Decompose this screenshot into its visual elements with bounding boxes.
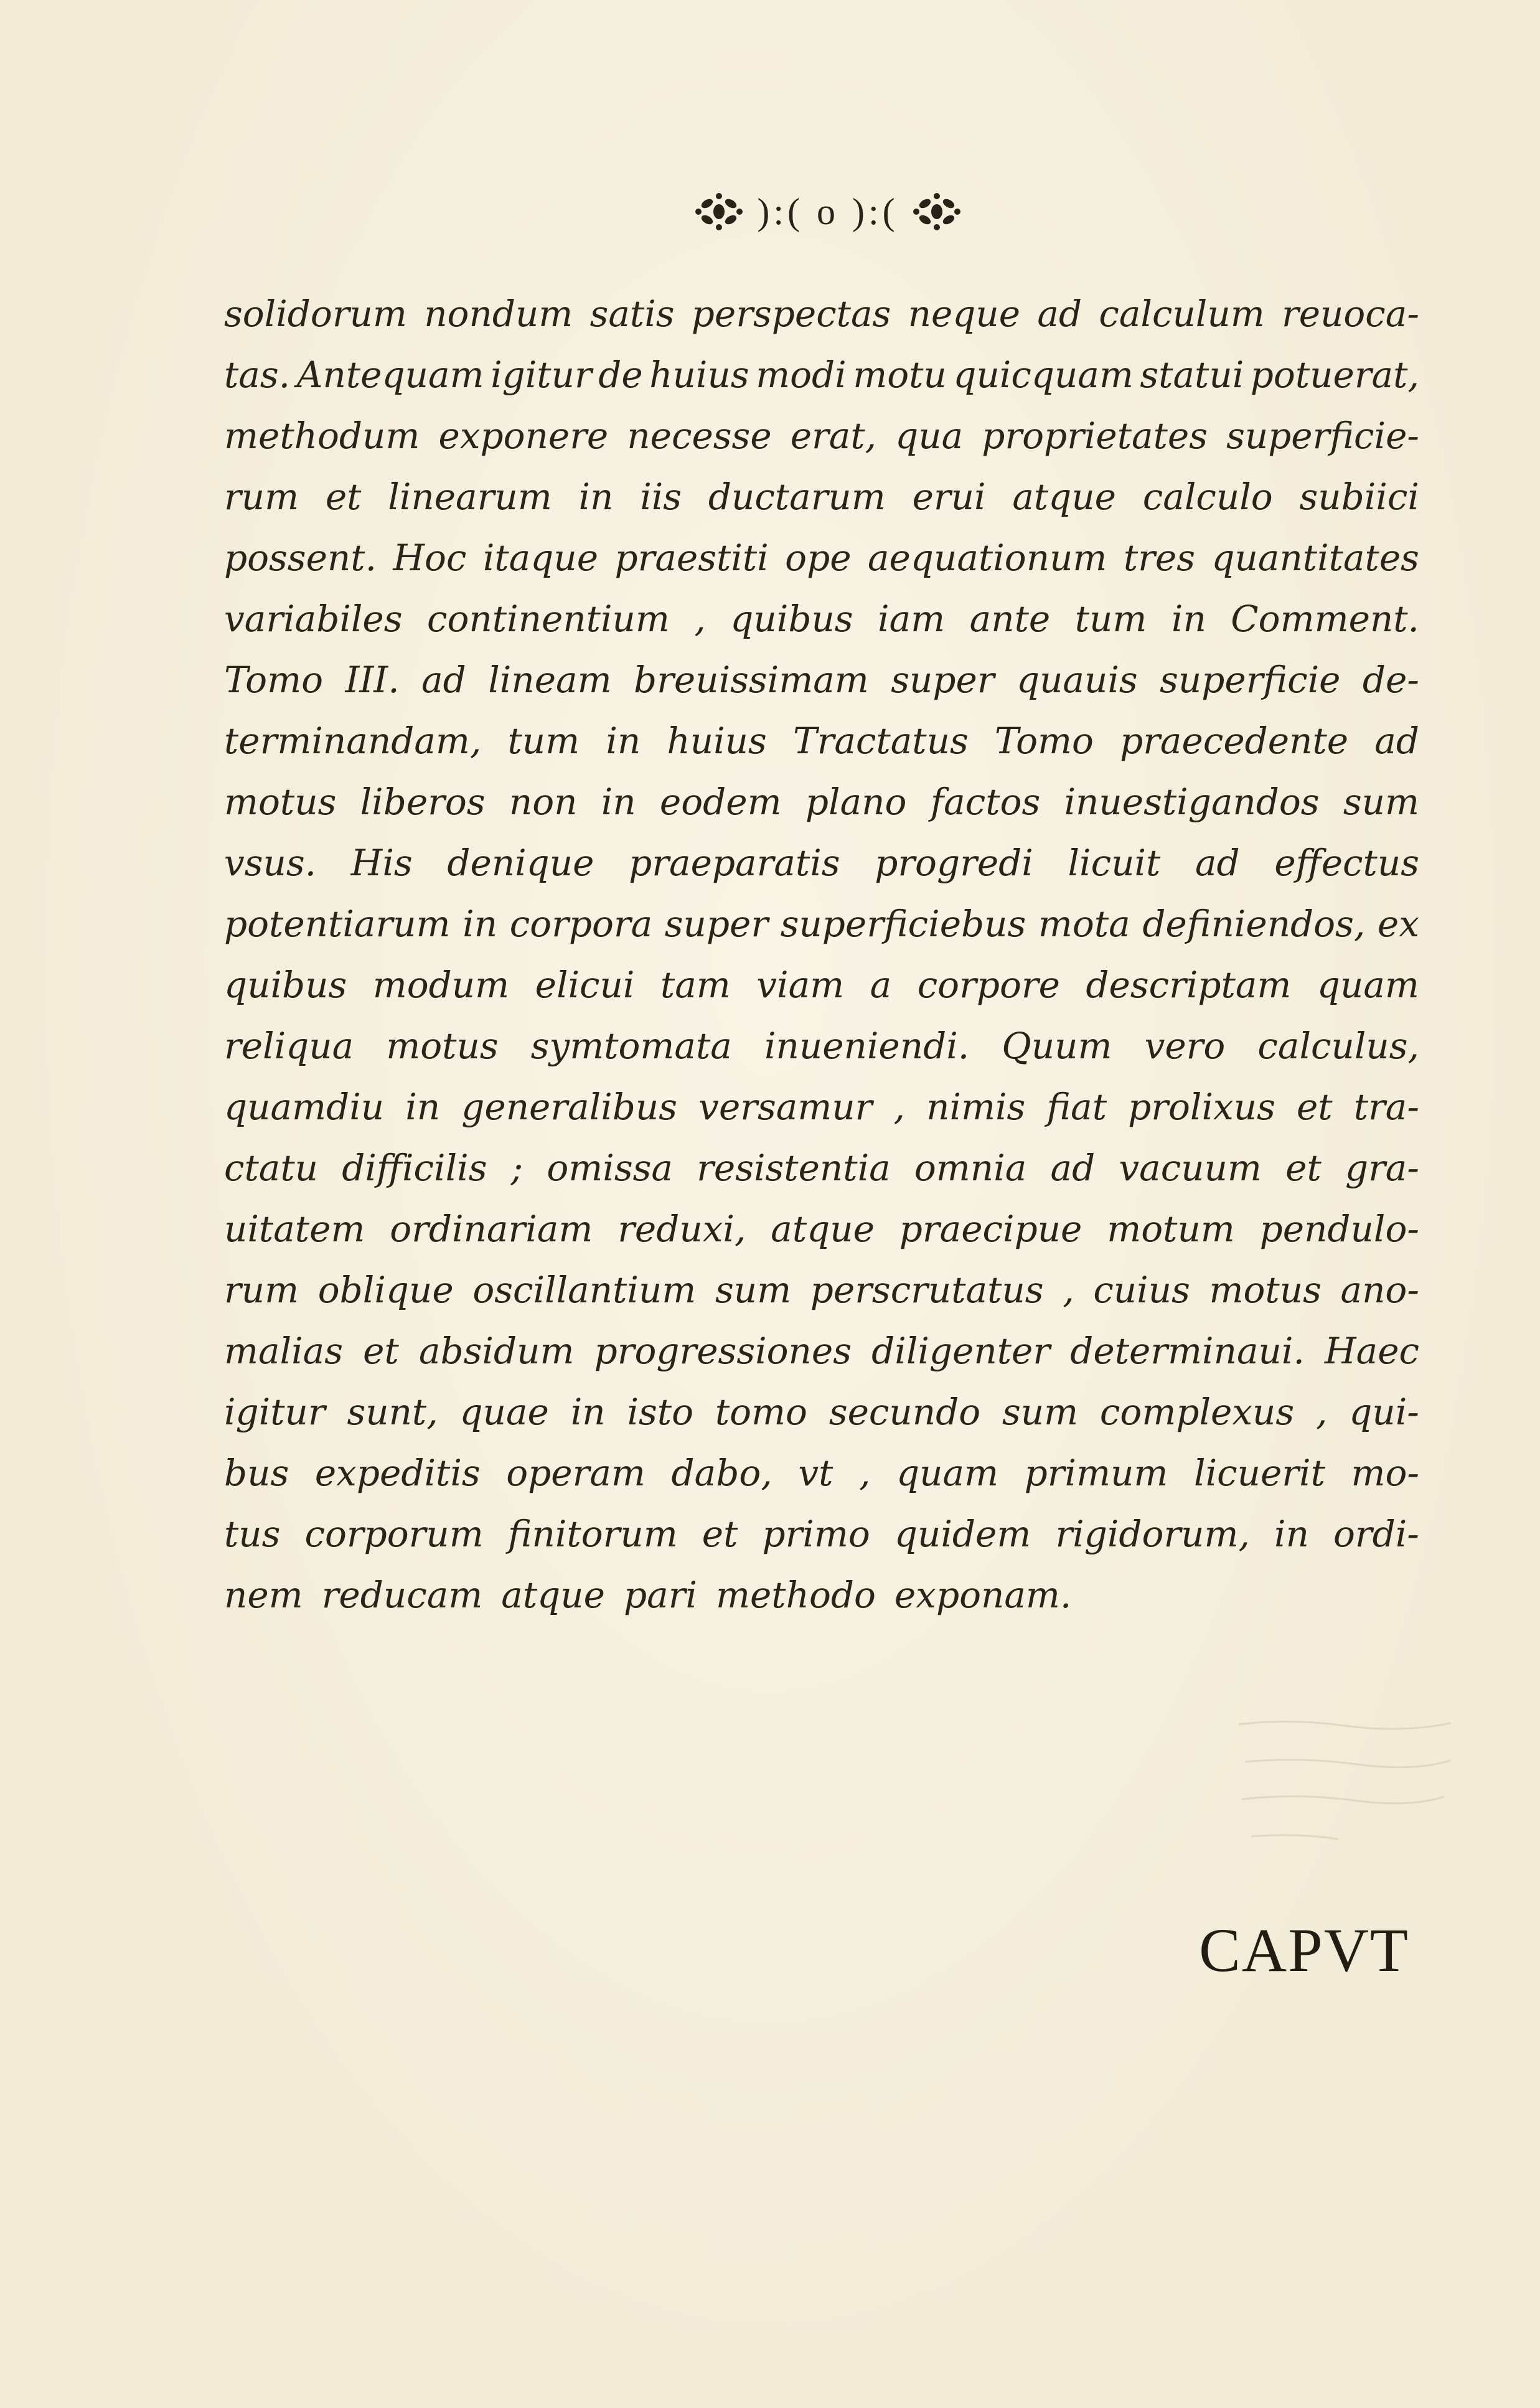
word: , [893, 1086, 905, 1128]
word: huius [667, 720, 767, 762]
word: lineam [488, 659, 612, 701]
word: de- [1362, 659, 1419, 701]
word: factos [930, 781, 1041, 823]
text-line [224, 1381, 1419, 1442]
word: superficie- [1226, 415, 1419, 457]
word: in [578, 476, 614, 518]
word: symtomata [530, 1025, 732, 1067]
text-line [224, 1259, 1419, 1320]
word: ductarum [708, 476, 886, 518]
text-line [224, 1320, 1419, 1381]
word: primum [1024, 1452, 1168, 1494]
word: variabiles [224, 598, 403, 640]
word: methodo [715, 1574, 876, 1616]
word: cuius [1093, 1269, 1190, 1311]
word: necesse [627, 415, 772, 457]
word: corporum [304, 1513, 484, 1555]
word: praecipue [899, 1208, 1082, 1250]
word: licuit [1068, 842, 1161, 884]
word: Comment. [1231, 598, 1419, 640]
word: tomo [715, 1391, 807, 1433]
word: quamdiu [224, 1086, 385, 1128]
word: et [325, 476, 362, 518]
word: elicui [535, 964, 635, 1006]
word: ad [421, 659, 466, 701]
word: uitatem [224, 1208, 365, 1250]
word: praestiti [614, 537, 769, 579]
word: difficilis [342, 1147, 487, 1189]
word: motus [386, 1025, 499, 1067]
word: a [870, 964, 892, 1006]
text-line [224, 1198, 1419, 1259]
word: fiat [1046, 1086, 1107, 1128]
word: perscrutatus [810, 1269, 1044, 1311]
word: ad [1374, 720, 1419, 762]
word: terminandam, [224, 720, 482, 762]
word: ad [1037, 293, 1082, 335]
word: dabo, [671, 1452, 772, 1494]
word: igitur [224, 1391, 326, 1433]
word: vsus. [224, 842, 317, 884]
word: Tomo [224, 659, 324, 701]
word: determinaui. [1070, 1330, 1305, 1372]
word: superficie [1160, 659, 1341, 701]
word: oscillantium [472, 1269, 697, 1311]
text-line [224, 954, 1419, 1015]
word: operam [506, 1452, 646, 1494]
word: isto [627, 1391, 693, 1433]
word: plano [805, 781, 907, 823]
word: tum [1074, 598, 1147, 640]
word: satis [589, 293, 675, 335]
word: proprietates [982, 415, 1208, 457]
word: potuerat, [1250, 354, 1419, 396]
text-line [224, 344, 1419, 405]
word: gra- [1345, 1147, 1419, 1189]
text-line [224, 1564, 1419, 1625]
word: nem [224, 1574, 303, 1616]
word: et [363, 1330, 399, 1372]
word: reuoca- [1281, 293, 1419, 335]
word: vt [798, 1452, 833, 1494]
text-line [224, 466, 1419, 527]
word: calculus, [1257, 1025, 1419, 1067]
word: igitur [491, 354, 592, 396]
word: ano- [1340, 1269, 1419, 1311]
word: neque [908, 293, 1021, 335]
word: definiendos, [1142, 903, 1366, 945]
word: de [598, 354, 643, 396]
text-line [224, 1442, 1419, 1503]
word: atque [771, 1208, 875, 1250]
word: ; [510, 1147, 524, 1189]
fleuron-icon [910, 190, 964, 233]
word: ordinariam [390, 1208, 593, 1250]
word: omissa [547, 1147, 673, 1189]
word: eodem [659, 781, 782, 823]
word: methodum [224, 415, 420, 457]
text-line [224, 1503, 1419, 1564]
body-text [224, 283, 1419, 1625]
word: quam [896, 1452, 999, 1494]
word: exponere [438, 415, 609, 457]
word: denique [447, 842, 594, 884]
text-line [224, 832, 1419, 893]
text-line [224, 588, 1419, 649]
word: ordi- [1333, 1513, 1419, 1555]
word: quam [1317, 964, 1419, 1006]
word: et [1285, 1147, 1322, 1189]
word: motum [1107, 1208, 1235, 1250]
word: generalibus [461, 1086, 678, 1128]
word: ope [785, 537, 852, 579]
word: Tractatus [792, 720, 969, 762]
word: sum [715, 1269, 792, 1311]
word: Hoc [393, 537, 467, 579]
word: linearum [388, 476, 552, 518]
word: motus [1209, 1269, 1322, 1311]
word: calculo [1142, 476, 1273, 518]
word: quauis [1016, 659, 1138, 701]
word: liberos [360, 781, 486, 823]
word: et [702, 1513, 738, 1555]
word: mota [1038, 903, 1130, 945]
word: descriptam [1086, 964, 1292, 1006]
word: huius [649, 354, 749, 396]
text-line [224, 405, 1419, 466]
word: secundo [829, 1391, 981, 1433]
word: corpore [917, 964, 1060, 1006]
word: , [694, 598, 706, 640]
word: in [1274, 1513, 1309, 1555]
word: qua [895, 415, 964, 457]
word: nondum [424, 293, 573, 335]
word: aequationum [867, 537, 1107, 579]
word: sum [1002, 1391, 1079, 1433]
word: progressiones [594, 1330, 852, 1372]
word: reducam [321, 1574, 483, 1616]
word: His [350, 842, 413, 884]
text-line [224, 1137, 1419, 1198]
word: expeditis [314, 1452, 481, 1494]
word: modum [372, 964, 510, 1006]
catchword: CAPVT [1199, 1916, 1409, 1985]
word: breuissimam [634, 659, 869, 701]
word: atque [1012, 476, 1117, 518]
word: in [570, 1391, 606, 1433]
word: itaque [482, 537, 599, 579]
word: effectus [1274, 842, 1419, 884]
word: continentium [427, 598, 670, 640]
word: iam [878, 598, 946, 640]
word: rum [224, 476, 299, 518]
word: erui [912, 476, 986, 518]
word: licuerit [1194, 1452, 1325, 1494]
word: diligenter [871, 1330, 1051, 1372]
word: corpora [509, 903, 653, 945]
word: motu [853, 354, 947, 396]
word: perspectas [691, 293, 891, 335]
word: absidum [418, 1330, 575, 1372]
word: finitorum [507, 1513, 678, 1555]
word: sunt, [347, 1391, 438, 1433]
word: super [664, 903, 769, 945]
word: Quum [1002, 1025, 1112, 1067]
word: malias [224, 1330, 344, 1372]
word: Antequam [296, 354, 484, 396]
text-line [224, 771, 1419, 832]
word: bus [224, 1452, 289, 1494]
word: in [1171, 598, 1206, 640]
word: quibus [224, 964, 347, 1006]
word: omnia [914, 1147, 1027, 1189]
word: in [606, 720, 641, 762]
word: resistentia [697, 1147, 891, 1189]
word: possent. [224, 537, 377, 579]
word: ad [1195, 842, 1240, 884]
word: complexus [1099, 1391, 1295, 1433]
word: quicquam [953, 354, 1134, 396]
word: rigidorum, [1055, 1513, 1250, 1555]
word: Tomo [994, 720, 1094, 762]
word: modi [756, 354, 847, 396]
word: viam [756, 964, 845, 1006]
word: progredi [875, 842, 1033, 884]
word: reliqua [224, 1025, 354, 1067]
text-line [224, 283, 1419, 344]
word: atque [501, 1574, 605, 1616]
word: Haec [1325, 1330, 1419, 1372]
word: rum [224, 1269, 299, 1311]
word: calculum [1099, 293, 1265, 335]
text-line [224, 710, 1419, 771]
page-number: ):( o ):( [757, 190, 899, 232]
word: tum [507, 720, 580, 762]
word: in [462, 903, 498, 945]
word: versamur [698, 1086, 873, 1128]
word: non [509, 781, 578, 823]
word: prolixus [1128, 1086, 1275, 1128]
word: tres [1123, 537, 1195, 579]
text-line [224, 893, 1419, 954]
word: ad [1050, 1147, 1096, 1189]
word: quae [459, 1391, 549, 1433]
word: , [1063, 1269, 1074, 1311]
word: motus [224, 781, 337, 823]
word: reduxi, [617, 1208, 746, 1250]
word: nimis [926, 1086, 1026, 1128]
word: subiici [1299, 476, 1419, 518]
word: praeparatis [629, 842, 840, 884]
word: in [601, 781, 636, 823]
word: ctatu [224, 1147, 319, 1189]
word: oblique [317, 1269, 454, 1311]
word: super [891, 659, 995, 701]
word: qui- [1349, 1391, 1419, 1433]
page-header [654, 187, 1002, 237]
word: sum [1343, 781, 1419, 823]
word: pendulo- [1259, 1208, 1419, 1250]
word: primo [762, 1513, 870, 1555]
word: mo- [1351, 1452, 1419, 1494]
word: tam [660, 964, 731, 1006]
show-through-text [1232, 1700, 1457, 1886]
fleuron-icon [692, 190, 746, 233]
word: inuestigandos [1064, 781, 1320, 823]
text-line [224, 527, 1419, 588]
word: tus [224, 1513, 281, 1555]
text-line [224, 649, 1419, 710]
text-line [224, 1015, 1419, 1076]
word: quidem [894, 1513, 1031, 1555]
word: tas. [224, 354, 291, 396]
word: quantitates [1211, 537, 1419, 579]
word: statui [1140, 354, 1244, 396]
word: exponam. [894, 1574, 1072, 1616]
word: ante [969, 598, 1051, 640]
word: superficiebus [780, 903, 1026, 945]
word: praecedente [1120, 720, 1349, 762]
word: iis [640, 476, 682, 518]
word: vacuum [1119, 1147, 1262, 1189]
word: vero [1144, 1025, 1226, 1067]
word: , [858, 1452, 871, 1494]
word: , [1315, 1391, 1328, 1433]
word: erat, [790, 415, 877, 457]
word: et [1296, 1086, 1333, 1128]
word: tra- [1353, 1086, 1419, 1128]
word: pari [623, 1574, 697, 1616]
word: quibus [730, 598, 853, 640]
word: solidorum [224, 293, 407, 335]
word: potentiarum [224, 903, 451, 945]
word: inueniendi. [764, 1025, 970, 1067]
word: ex [1377, 903, 1419, 945]
text-line [224, 1076, 1419, 1137]
word: in [405, 1086, 441, 1128]
word: III. [345, 659, 400, 701]
